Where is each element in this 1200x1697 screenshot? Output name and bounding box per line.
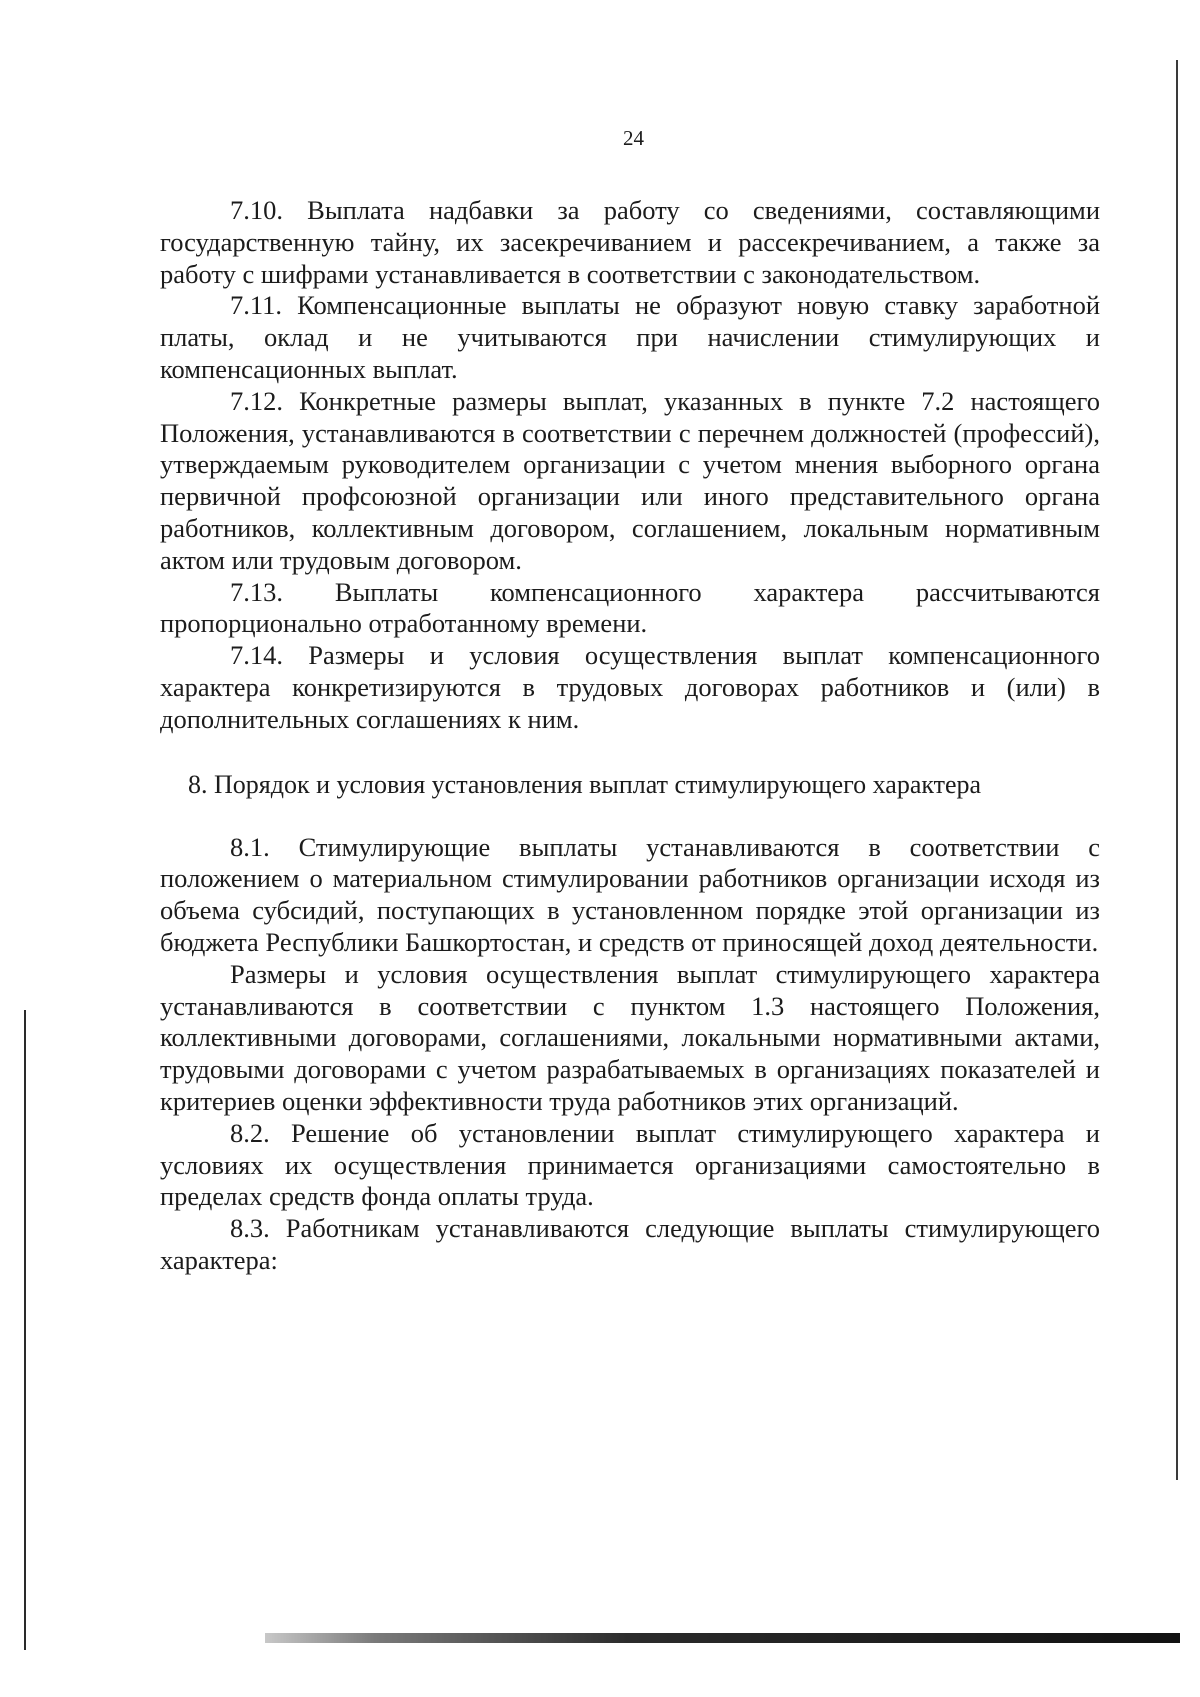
paragraph-7-14: 7.14. Размеры и условия осуществления выплат компенсационного характера конкретизируются в трудовых договорах работников и (или) в дополнительных соглашениях к ним. [160,640,1100,734]
scan-edge-right [1176,60,1178,1480]
paragraph-7-11: 7.11. Компенсационные выплаты не образуют новую ставку заработной платы, оклад и не учитываются при начислении стимулирующих и компенсационных выплат. [160,290,1100,384]
paragraph-7-12: 7.12. Конкретные размеры выплат, указанных в пункте 7.2 настоящего Положения, устанавливаются в соответствии с перечнем должностей (профессий), утверждаемым руководителем организации с учетом мнения выборного органа первичной профсоюзной организации или иного представительного органа работников, коллективным договором, соглашением, локальным нормативным актом или трудовым договором. [160,385,1100,575]
paragraph-7-13: 7.13. Выплаты компенсационного характера рассчитываются пропорционально отработанному времени. [160,576,1100,639]
scan-bottom-line [265,1633,1180,1643]
paragraph-8-1-continued: Размеры и условия осуществления выплат стимулирующего характера устанавливаются в соответствии с пунктом 1.3 настоящего Положения, коллективными договорами, соглашениями, локальными нормативными актами, трудовыми договорами с учетом разрабатываемых в организациях показателей и критериев оценки эффективности труда работников этих организаций. [160,958,1100,1116]
scan-edge-left [24,1010,26,1650]
paragraph-8-2: 8.2. Решение об установлении выплат стимулирующего характера и условиях их осуществления принимается организациями самостоятельно в пределах средств фонда оплаты труда. [160,1117,1100,1212]
paragraph-8-3: 8.3. Работникам устанавливаются следующие выплаты стимулирующего характера: [160,1213,1100,1275]
paragraph-8-1: 8.1. Стимулирующие выплаты устанавливаются в соответствии с положением о материальном стимулировании работников организации исходя из объема субсидий, поступающих в установленном порядке этой организации из бюджета Республики Башкортостан, и средств от приносящей доход деятельности. [160,831,1100,957]
page-number: 24 [623,126,644,150]
document-body [160,195,1100,1277]
section-8-heading: 8. Порядок и условия установления выплат стимулирующего характера [188,769,982,799]
paragraph-7-10: 7.10. Выплата надбавки за работу со сведениями, составляющими государственную тайну, их засекречиванием и рассекречиванием, а также за работу с шифрами устанавливается в соответствии с законодательством. [160,195,1100,289]
